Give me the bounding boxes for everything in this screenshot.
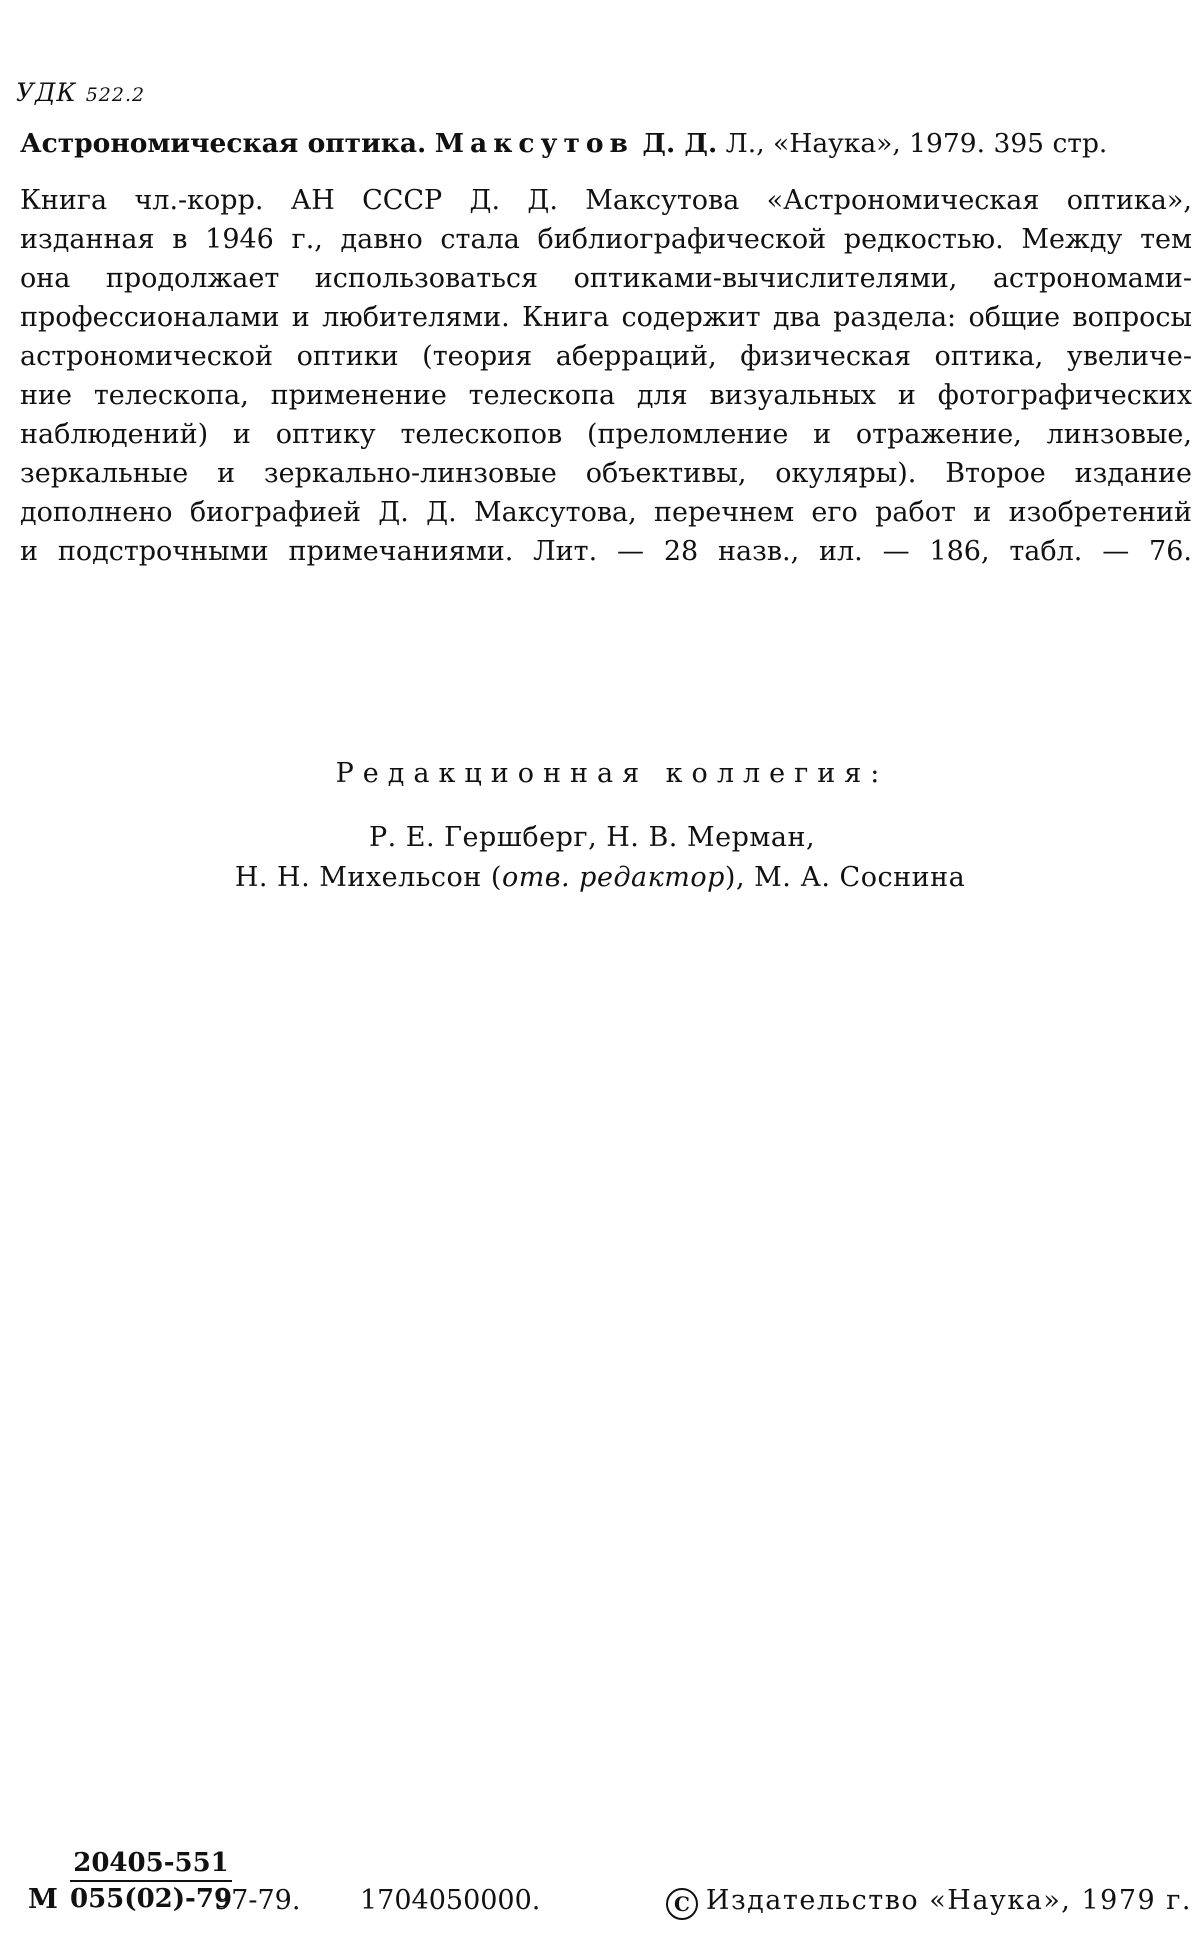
bibliographic-record: [20, 128, 1180, 159]
editor-name: Н. Н. Михельсон: [234, 862, 482, 893]
editor-role: отв. редактор: [501, 862, 725, 893]
editorial-board-members-line-1: Р. Е. Гершберг, Н. В. Мерман,: [368, 822, 816, 853]
udk-label: УДК: [16, 78, 77, 107]
editorial-board-rest: , М. А. Соснина: [735, 862, 966, 893]
abstract-line: ние телескопа, применение телескопа для визуальных и фотографических: [20, 380, 1192, 411]
abstract-line: Книга чл.-корр. АН СССР Д. Д. Максутова «Астрономическая оптика»,: [20, 185, 1192, 216]
imprint-fraction: [70, 1848, 232, 1914]
book-author: Максутов: [434, 128, 634, 159]
abstract-line: она продолжает использоваться оптиками-вычислителями, астрономами-: [20, 263, 1192, 294]
abstract-line: зеркальные и зеркально-линзовые объективы, окуляры). Второе издание: [20, 458, 1192, 489]
imprint-letter: М: [28, 1884, 58, 1915]
imprint-code-2: 1704050000.: [360, 1885, 541, 1916]
udk-classification: [16, 78, 145, 107]
abstract-line: профессионалами и любителями. Книга содержит два раздела: общие вопросы: [20, 302, 1192, 333]
editorial-board-members-line-2: Н. Н. Михельсон (отв. редактор), М. А. Соснина: [234, 862, 966, 893]
publication-details: Л., «Наука», 1979. 395 стр.: [725, 128, 1108, 159]
abstract-line: дополнено биографией Д. Д. Максутова, перечнем его работ и изобретений: [20, 497, 1192, 528]
imprint-code-1: 97-79.: [214, 1885, 301, 1916]
fraction-numerator: 20405-551: [73, 1848, 229, 1878]
book-title: Астрономическая оптика.: [20, 128, 427, 159]
copyright-notice: [666, 1885, 1192, 1920]
imprint-footer: [28, 1848, 1192, 1938]
udk-number: 522.2: [85, 84, 146, 106]
abstract-line: астрономической оптики (теория аберраций, физическая оптика, увеличе-: [20, 341, 1192, 372]
editorial-board-heading: Редакционная коллегия:: [335, 758, 889, 789]
copyright-icon: C: [666, 1888, 698, 1920]
fraction-denominator: 055(02)-79: [70, 1884, 233, 1914]
abstract-line: изданная в 1946 г., давно стала библиографической редкостью. Между тем: [20, 224, 1192, 255]
author-initials: Д. Д.: [642, 128, 718, 159]
copyright-text: Издательство «Наука», 1979 г.: [705, 1885, 1192, 1916]
abstract-line: и подстрочными примечаниями. Лит. — 28 назв., ил. — 186, табл. — 76.: [20, 536, 1192, 567]
abstract-line: наблюдений) и оптику телескопов (преломление и отражение, линзовые,: [20, 419, 1192, 450]
book-abstract: [20, 181, 1192, 571]
